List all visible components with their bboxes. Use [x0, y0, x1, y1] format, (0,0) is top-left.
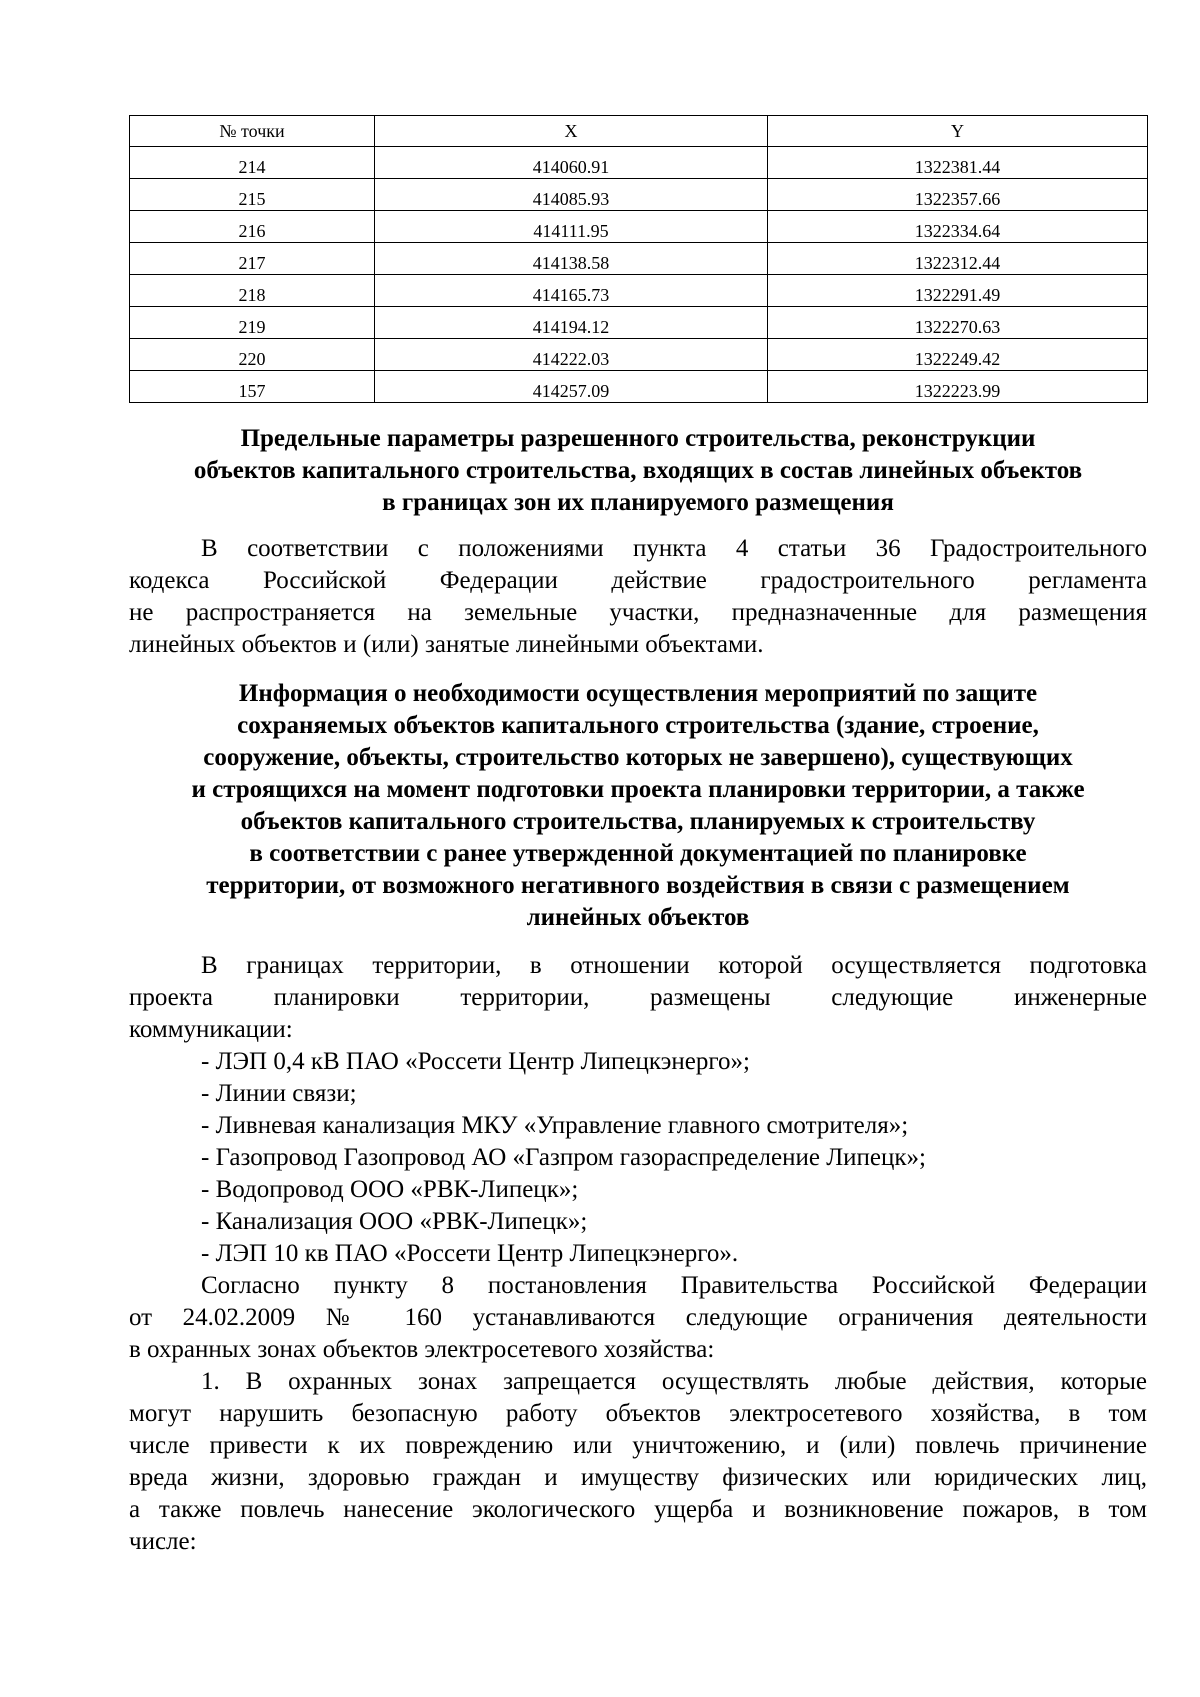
heading-line: в границах зон их планируемого размещения	[382, 489, 894, 516]
x-cell: 414111.95	[375, 211, 768, 243]
section-heading-parameters	[129, 423, 1147, 519]
paragraph-line: 1. В охранных зонах запрещается осуществлять любые действия, которые	[201, 1368, 1147, 1395]
paragraph-line: в охранных зонах объектов электросетевого хозяйства:	[129, 1336, 715, 1363]
paragraph-line: а также повлечь нанесение экологического ущерба и возникновение пожаров, в том	[129, 1496, 1147, 1523]
heading-line: объектов капитального строительства, планируемых к строительству	[240, 808, 1036, 835]
paragraph-decree	[129, 1270, 1147, 1366]
table-row	[130, 147, 1148, 179]
list-item: - Ливневая канализация МКУ «Управление главного смотрителя»;	[201, 1112, 909, 1139]
paragraph-line: вреда жизни, здоровью граждан и имуществу физических или юридических лиц,	[129, 1464, 1147, 1491]
list-item: - Водопровод ООО «РВК-Липецк»;	[201, 1176, 579, 1203]
y-cell: 1322381.44	[768, 147, 1148, 179]
list-item: - Канализация ООО «РВК-Липецк»;	[201, 1208, 588, 1235]
heading-line: в соответствии с ранее утвержденной документацией по планировке	[249, 840, 1027, 867]
heading-line: линейных объектов	[526, 904, 750, 931]
column-header-point-number: № точки	[130, 116, 375, 147]
x-cell: 414165.73	[375, 275, 768, 307]
x-cell: 414222.03	[375, 339, 768, 371]
list-item: - ЛЭП 0,4 кВ ПАО «Россети Центр Липецкэнерго»;	[201, 1048, 750, 1075]
paragraph-line: числе:	[129, 1528, 197, 1555]
paragraph-line: не распространяется на земельные участки, предназначенные для размещения	[129, 599, 1147, 626]
table-row	[130, 339, 1148, 371]
point-number-cell: 216	[130, 211, 375, 243]
y-cell: 1322357.66	[768, 179, 1148, 211]
heading-line: Предельные параметры разрешенного строительства, реконструкции	[240, 425, 1036, 452]
y-cell: 1322223.99	[768, 371, 1148, 403]
point-number-cell: 157	[130, 371, 375, 403]
point-number-cell: 219	[130, 307, 375, 339]
column-header-y: Y	[768, 116, 1148, 147]
point-number-cell: 217	[130, 243, 375, 275]
paragraph-line: коммуникации:	[129, 1016, 293, 1043]
list-item: - ЛЭП 10 кв ПАО «Россети Центр Липецкэнерго».	[201, 1240, 739, 1267]
paragraph-line: кодекса Российской Федерации действие градостроительного регламента	[129, 567, 1147, 594]
table-row	[130, 275, 1148, 307]
point-number-cell: 214	[130, 147, 375, 179]
table-row	[130, 243, 1148, 275]
paragraph-line: линейных объектов и (или) занятые линейными объектами.	[129, 631, 764, 658]
list-item: - Газопровод Газопровод АО «Газпром газораспределение Липецк»;	[201, 1144, 926, 1171]
table-row	[130, 179, 1148, 211]
heading-line: территории, от возможного негативного воздействия в связи с размещением	[206, 872, 1070, 899]
y-cell: 1322312.44	[768, 243, 1148, 275]
paragraph-line: проекта планировки территории, размещены следующие инженерные	[129, 984, 1147, 1011]
paragraph-line: В границах территории, в отношении которой осуществляется подготовка	[201, 952, 1147, 979]
list-item: - Линии связи;	[201, 1080, 357, 1107]
table-row	[130, 371, 1148, 403]
paragraph-regulation	[129, 533, 1147, 661]
point-number-cell: 215	[130, 179, 375, 211]
section-heading-protection	[129, 678, 1147, 934]
paragraph-line: Согласно пункту 8 постановления Правительства Российской Федерации	[201, 1272, 1147, 1299]
x-cell: 414138.58	[375, 243, 768, 275]
x-cell: 414257.09	[375, 371, 768, 403]
utilities-list	[129, 1046, 1147, 1270]
x-cell: 414194.12	[375, 307, 768, 339]
table-header-row	[130, 116, 1148, 147]
paragraph-line: от 24.02.2009 № 160 устанавливаются следующие ограничения деятельности	[129, 1304, 1147, 1331]
x-cell: 414085.93	[375, 179, 768, 211]
paragraph-line: В соответствии с положениями пункта 4 статьи 36 Градостроительного	[201, 535, 1147, 562]
paragraph-intro	[129, 950, 1147, 1046]
paragraph-line: числе привести к их повреждению или уничтожению, и (или) повлечь причинение	[129, 1432, 1147, 1459]
paragraph-line: могут нарушить безопасную работу объектов электросетевого хозяйства, в том	[129, 1400, 1147, 1427]
table-row	[130, 211, 1148, 243]
heading-line: Информация о необходимости осуществления мероприятий по защите	[238, 680, 1038, 707]
paragraph-point-1	[129, 1366, 1147, 1558]
y-cell: 1322249.42	[768, 339, 1148, 371]
point-number-cell: 220	[130, 339, 375, 371]
column-header-x: X	[375, 116, 768, 147]
y-cell: 1322334.64	[768, 211, 1148, 243]
heading-line: сооружение, объекты, строительство которых не завершено), существующих	[203, 744, 1073, 771]
heading-line: сохраняемых объектов капитального строительства (здание, строение,	[237, 712, 1039, 739]
point-number-cell: 218	[130, 275, 375, 307]
coordinates-table	[129, 115, 1148, 403]
y-cell: 1322270.63	[768, 307, 1148, 339]
y-cell: 1322291.49	[768, 275, 1148, 307]
heading-line: и строящихся на момент подготовки проекта планировки территории, а также	[191, 776, 1085, 803]
x-cell: 414060.91	[375, 147, 768, 179]
table-row	[130, 307, 1148, 339]
heading-line: объектов капитального строительства, входящих в состав линейных объектов	[193, 457, 1083, 484]
